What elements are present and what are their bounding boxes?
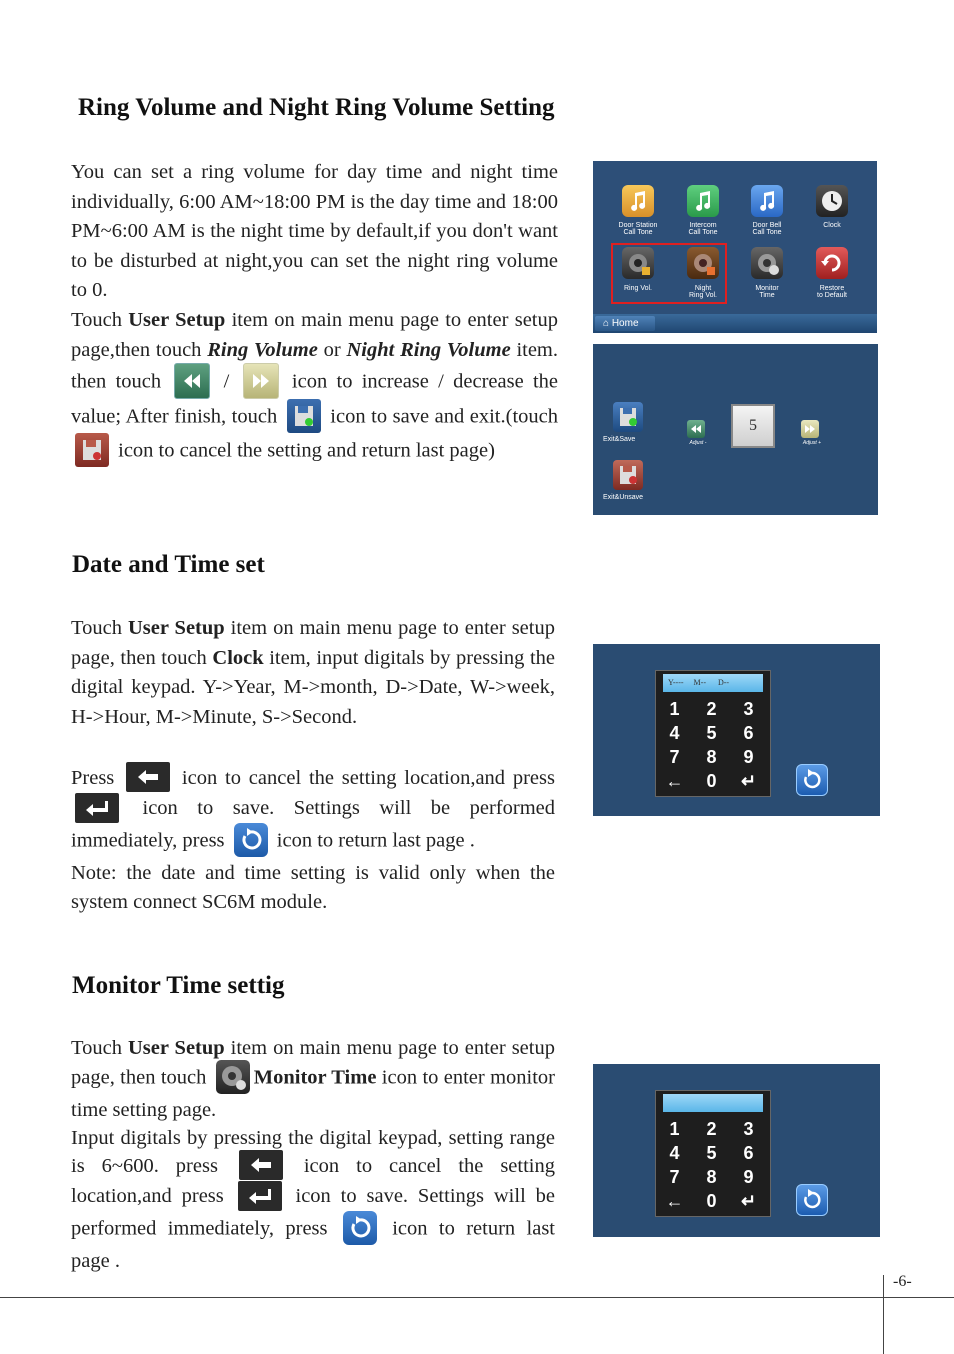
menu-item-intercom[interactable] <box>672 185 734 235</box>
footer-divider <box>883 1275 884 1354</box>
music-note-icon <box>622 185 654 217</box>
user-setup-term: User Setup <box>128 309 226 331</box>
fast-forward-icon <box>801 420 819 438</box>
key-2[interactable]: 2 <box>706 1119 717 1139</box>
return-icon <box>343 1211 377 1245</box>
settings-menu-screenshot <box>593 161 877 333</box>
user-setup-term: User Setup <box>127 1037 225 1059</box>
adjust-minus-button[interactable] <box>685 420 715 450</box>
enter-icon <box>238 1181 282 1211</box>
clock-icon <box>816 185 848 217</box>
date-input-display[interactable]: Y---- M-- D-- <box>663 674 763 692</box>
enter-icon <box>75 793 119 823</box>
home-icon: ⌂ <box>603 318 612 329</box>
ring-volume-intro: You can set a ring volume for day time and night time individually, 6:00 AM~18:00 PM is the day time and 18:00 PM~6:00 AM is the night time by default,if you don't want to be disturbed at night,you can set the night ring volume to 0. <box>71 161 558 301</box>
key-3[interactable]: 3 <box>743 699 754 719</box>
date-time-keypad-instructions: Press icon to cancel the setting location,and press icon to save. Settings will be performed immediately, press icon to return last page . Note: the date and time setting is valid only when the system connect SC6M module. <box>71 764 555 918</box>
monitor-time-term: Monitor Time <box>253 1066 377 1089</box>
return-icon <box>234 823 268 857</box>
menu-item-door-bell[interactable] <box>736 185 798 235</box>
menu-item-label: Door Bell Call Tone <box>752 222 782 236</box>
footer-rule <box>0 1297 954 1298</box>
key-1[interactable]: 1 <box>669 699 680 719</box>
key-4[interactable]: 4 <box>669 723 680 743</box>
key-0[interactable]: 0 <box>706 1191 717 1211</box>
exit-unsave-label: Exit&Unsave <box>603 494 644 501</box>
music-note-icon <box>751 185 783 217</box>
restore-icon <box>816 247 848 279</box>
section-title-date-time: Date and Time set <box>72 551 265 578</box>
key-6[interactable]: 6 <box>743 723 754 743</box>
volume-adjust-screenshot <box>593 344 878 515</box>
rewind-icon <box>687 420 705 438</box>
unsave-icon <box>75 433 109 467</box>
key-1[interactable]: 1 <box>669 1119 680 1139</box>
section-title-monitor-time: Monitor Time settig <box>72 972 285 999</box>
rewind-icon <box>174 363 210 399</box>
monitor-time-icon <box>216 1060 250 1094</box>
save-icon <box>287 399 321 433</box>
unsave-icon <box>613 460 643 490</box>
key-7[interactable]: 7 <box>669 747 680 767</box>
home-button[interactable]: ⌂ Home <box>595 316 655 331</box>
key-9[interactable]: 9 <box>743 1167 754 1187</box>
key-5[interactable]: 5 <box>706 1143 717 1163</box>
key-backspace[interactable]: ← <box>665 1191 684 1211</box>
ring-volume-instructions: Touch User Setup item on main menu page to enter setup page,then touch Ring Volume or Night Ring Volume item. then touch / icon to increase / decrease the value; After finish, touch icon to save and exit.(touch icon to cancel the setting and return last page) <box>71 306 558 469</box>
music-note-icon <box>687 185 719 217</box>
key-0[interactable]: 0 <box>706 771 717 791</box>
speaker-icon <box>687 247 719 279</box>
volume-value: 5 <box>749 417 757 434</box>
menu-item-label: Door Station Call Tone <box>618 222 658 236</box>
key-8[interactable]: 8 <box>706 747 717 767</box>
adjust-plus-label: Adjust + <box>802 440 822 446</box>
save-icon <box>613 402 643 432</box>
monitor-keypad-screenshot <box>593 1064 880 1237</box>
key-3[interactable]: 3 <box>743 1119 754 1139</box>
speaker-icon <box>622 247 654 279</box>
menu-item-clock[interactable] <box>801 185 863 235</box>
page-number: -6- <box>893 1273 912 1290</box>
date-time-instructions: Touch User Setup item on main menu page to enter setup page, then touch Clock item, input digitals by pressing the digital keypad. Y->Year, M->month, D->Date, W->week, H->Hour, M->Minute, S->Second. <box>71 617 555 728</box>
date-keypad <box>655 670 771 797</box>
menu-item-label: Clock <box>823 222 841 229</box>
date-keypad-screenshot <box>593 644 880 816</box>
menu-item-label: Monitor Time <box>755 285 779 299</box>
clock-term: Clock <box>212 646 264 669</box>
monitor-input-display[interactable] <box>663 1094 763 1112</box>
menu-item-door-station[interactable] <box>607 185 669 235</box>
fast-forward-icon <box>243 363 279 399</box>
exit-save-label: Exit&Save <box>603 436 636 443</box>
key-enter[interactable]: ↵ <box>740 771 757 791</box>
exit-unsave-button[interactable] <box>603 460 657 502</box>
key-4[interactable]: 4 <box>669 1143 680 1163</box>
menu-item-label: Night Ring Vol. <box>688 285 718 299</box>
menu-item-label: Ring Vol. <box>623 285 653 292</box>
menu-item-label: Intercom Call Tone <box>688 222 718 236</box>
menu-item-night-ring-vol[interactable] <box>672 247 734 297</box>
menu-item-label: Restore to Default <box>817 285 847 299</box>
monitor-keypad <box>655 1090 771 1217</box>
key-2[interactable]: 2 <box>706 699 717 719</box>
adjust-plus-button[interactable] <box>799 420 829 450</box>
monitor-time-instructions: Touch User Setup item on main menu page to enter setup page, then touch Monitor Time icon to enter monitor time setting page. Input digitals by pressing the digital keypad, setting range is 6~600. press icon to cancel the setting location,and press icon to save. Settings will be performed immediately, press icon to return last page . <box>71 1037 555 1272</box>
menu-item-restore[interactable] <box>801 247 863 297</box>
key-enter[interactable]: ↵ <box>740 1191 757 1211</box>
key-backspace[interactable]: ← <box>665 771 684 791</box>
return-button[interactable] <box>796 764 828 796</box>
adjust-minus-label: Adjust - <box>689 440 707 446</box>
key-8[interactable]: 8 <box>706 1167 717 1187</box>
backspace-icon <box>126 762 170 792</box>
exit-save-button[interactable] <box>603 402 657 444</box>
home-bar[interactable] <box>593 314 877 333</box>
menu-item-monitor-time[interactable] <box>736 247 798 297</box>
ring-volume-term: Ring Volume <box>207 338 318 361</box>
key-9[interactable]: 9 <box>743 747 754 767</box>
date-time-note: Note: the date and time setting is valid only when the system connect SC6M module. <box>71 861 555 914</box>
section-title-ring-volume: Ring Volume and Night Ring Volume Setting <box>78 94 555 121</box>
key-5[interactable]: 5 <box>706 723 717 743</box>
volume-value-display <box>731 404 775 448</box>
return-button[interactable] <box>796 1184 828 1216</box>
user-setup-term: User Setup <box>127 617 225 639</box>
monitor-time-icon <box>751 247 783 279</box>
menu-item-ring-vol[interactable] <box>607 247 669 297</box>
night-ring-term: Night Ring Volume <box>346 338 511 361</box>
key-7[interactable]: 7 <box>669 1167 680 1187</box>
key-6[interactable]: 6 <box>743 1143 754 1163</box>
backspace-icon <box>239 1150 283 1180</box>
